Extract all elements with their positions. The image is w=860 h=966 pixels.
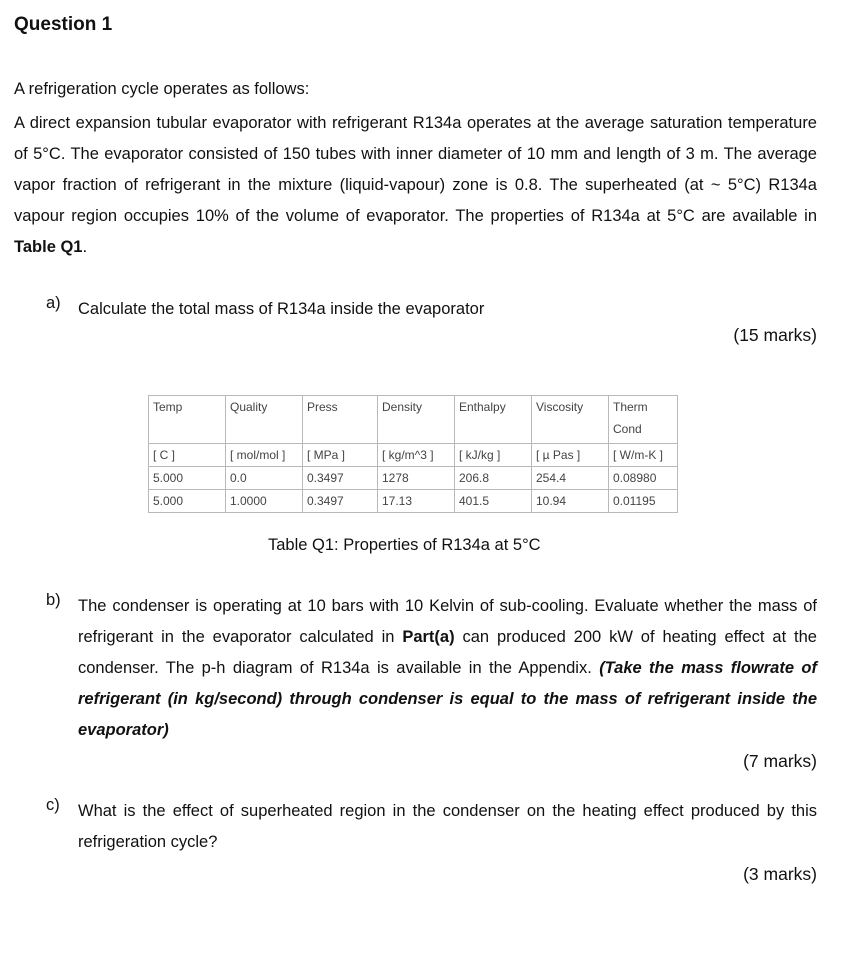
table-cell: 0.3497	[303, 467, 378, 490]
part-b-text-1: The condenser is operating at 10 bars with 10 Kelvin of sub-cooling. Evaluate whether the mass of refrigerant in the evaporator calculated in	[78, 597, 817, 646]
table-cell: 0.3497	[303, 490, 378, 513]
table-cell: 5.000	[149, 467, 226, 490]
unit-cell: [ µ Pas ]	[532, 444, 609, 467]
unit-cell: [ W/m-K ]	[609, 444, 678, 467]
intro-text: A direct expansion tubular evaporator with refrigerant R134a operates at the average saturation temperature of 5°C. The evaporator consisted of 150 tubes with inner diameter of 10 mm and length of 3 m. The average vapor fraction of refrigerant in the mixture (liquid-vapour) zone is 0.8. The superheated (at ~ 5°C) R134a vapour region occupies 10% of the volume of evaporator. The properties of R134a at 5°C are available in	[14, 114, 817, 225]
part-b-note: (Take the mass flowrate of refrigerant (in kg/second) through condenser is equal to the mass of refrigerant inside the evaporator)	[78, 659, 817, 739]
table-cell: 206.8	[455, 467, 532, 490]
unit-cell: [ mol/mol ]	[226, 444, 303, 467]
unit-cell: [ MPa ]	[303, 444, 378, 467]
part-a-text: Calculate the total mass of R134a inside the evaporator	[78, 300, 485, 318]
table-cell: 1278	[378, 467, 455, 490]
header-cell: Enthalpy	[455, 396, 532, 444]
part-c-letter: c)	[46, 796, 60, 814]
intro-table-ref: Table Q1	[14, 238, 83, 256]
question-title: Question 1	[14, 14, 113, 35]
header-cell: Temp	[149, 396, 226, 444]
part-a-letter: a)	[46, 294, 61, 312]
header-cell: Quality	[226, 396, 303, 444]
part-b-part-ref: Part(a)	[402, 628, 455, 646]
table-row	[149, 490, 678, 513]
table-cell: 0.08980	[609, 467, 678, 490]
table-cell: 10.94	[532, 490, 609, 513]
table-cell: 0.0	[226, 467, 303, 490]
table-caption: Table Q1: Properties of R134a at 5°C	[268, 536, 541, 554]
table-cell: 1.0000	[226, 490, 303, 513]
table-cell: 5.000	[149, 490, 226, 513]
table-header-row	[149, 396, 678, 444]
part-c-text: What is the effect of superheated region in the condenser on the heating effect produced by this refrigeration cycle?	[78, 802, 817, 851]
properties-table	[148, 395, 678, 513]
header-cell: Press	[303, 396, 378, 444]
intro-paragraph	[14, 108, 817, 263]
table-row	[149, 467, 678, 490]
header-cell: Therm Cond	[609, 396, 678, 444]
part-c-marks: (3 marks)	[743, 864, 817, 884]
table-cell: 17.13	[378, 490, 455, 513]
part-b-letter: b)	[46, 591, 61, 609]
part-b-marks: (7 marks)	[743, 751, 817, 771]
part-b-text	[78, 591, 817, 746]
part-a-marks: (15 marks)	[733, 325, 817, 345]
unit-cell: [ kg/m^3 ]	[378, 444, 455, 467]
table-cell: 0.01195	[609, 490, 678, 513]
table-cell: 254.4	[532, 467, 609, 490]
header-cell: Viscosity	[532, 396, 609, 444]
intro-end: .	[82, 238, 88, 256]
table-units-row	[149, 444, 678, 467]
unit-cell: [ kJ/kg ]	[455, 444, 532, 467]
intro-line: A refrigeration cycle operates as follows:	[14, 80, 310, 98]
header-cell: Density	[378, 396, 455, 444]
table-cell: 401.5	[455, 490, 532, 513]
part-b-text-2: can produced 200 kW of heating effect at the condenser. The p-h diagram of R134a is available in the Appendix.	[78, 628, 817, 677]
unit-cell: [ C ]	[149, 444, 226, 467]
